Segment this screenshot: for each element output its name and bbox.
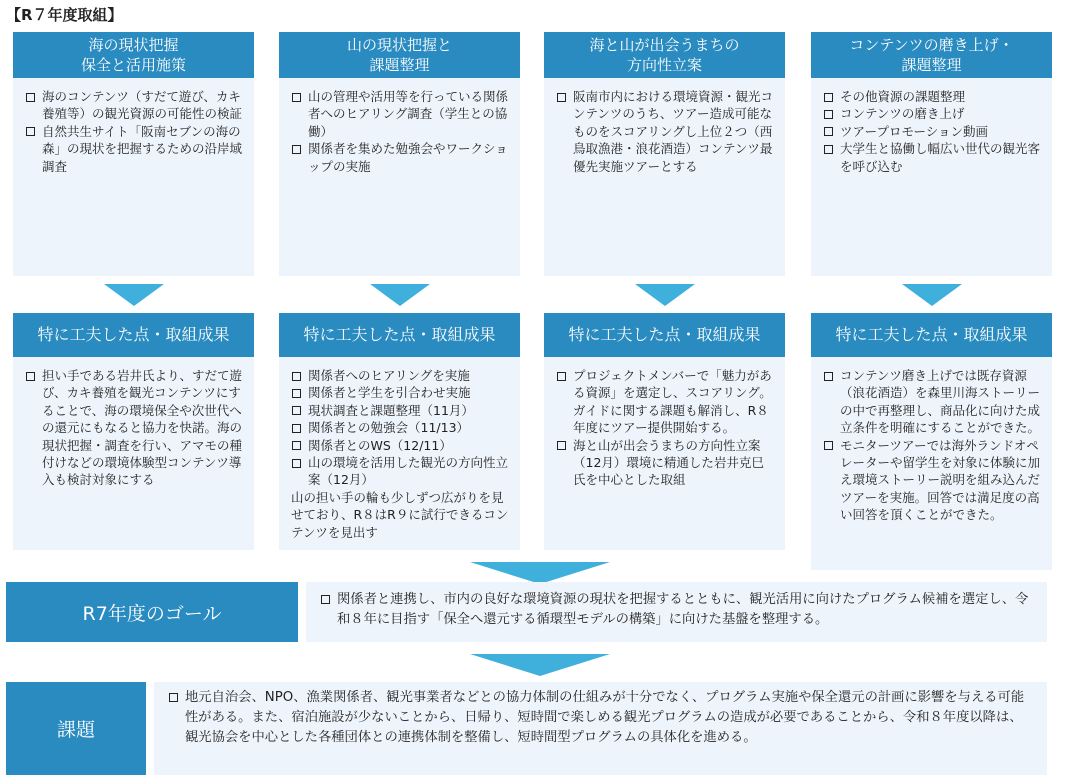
result-item bbox=[291, 367, 510, 384]
column-item bbox=[556, 88, 775, 175]
result-item-text: 担い手である岩井氏より、すだて遊び、カキ養殖を観光コンテンツにすることで、海の環境保全や次世代への還元にもなると協力を快諾。海の現状把握・調査を行い、アマモの種付けなどの環境体験型コンテンツ導入も検討対象にする bbox=[42, 368, 243, 488]
result-body bbox=[811, 357, 1052, 570]
column-item-text: 山の管理や活用等を行っている関係者へのヒアリング調査（学生との協働） bbox=[308, 89, 509, 139]
result-item bbox=[823, 367, 1042, 437]
bullet-box bbox=[321, 595, 330, 604]
arrow-down-icon bbox=[104, 284, 164, 306]
result-item bbox=[556, 437, 775, 489]
bullet-box bbox=[292, 441, 301, 450]
column-item-text: 阪南市内における環境資源・観光コンテンツのうち、ツアー造成可能なものをスコアリングし上位２つ（西鳥取漁港・浪花酒造）コンテンツ最優先実施ツアーとする bbox=[573, 89, 774, 174]
column-item bbox=[823, 88, 1042, 105]
result-item-text: コンテンツ磨き上げでは既存資源（浪花酒造）を森里川海ストーリーの中で再整理し、商品化に向けた成立条件を明確にすることができた。 bbox=[840, 368, 1041, 436]
result-body bbox=[544, 357, 785, 550]
result-item bbox=[556, 367, 775, 437]
result-item bbox=[291, 489, 510, 541]
column-item bbox=[823, 140, 1042, 175]
goal-body bbox=[306, 582, 1047, 642]
result-item-text: 関係者とのWS（12/11） bbox=[308, 437, 452, 453]
column-heading bbox=[811, 32, 1052, 78]
result-item bbox=[291, 384, 510, 401]
column-item bbox=[823, 105, 1042, 122]
result-item-text: 山の担い手の輪も少しずつ広がりを見せており、R８はR９に試行できるコンテンツを見出す bbox=[291, 489, 509, 540]
result-item-text: プロジェクトメンバーで「魅力がある資源」を選定し、スコアリング。ガイドに関する課題も解消し、R８年度にツアー提供開始する。 bbox=[573, 368, 772, 436]
column-body bbox=[811, 78, 1052, 276]
bullet-box bbox=[824, 145, 833, 154]
column-heading bbox=[13, 32, 254, 78]
bullet-box bbox=[292, 93, 301, 102]
result-item-text: 関係者へのヒアリングを実施 bbox=[308, 368, 470, 383]
bullet-box bbox=[824, 93, 833, 102]
column-heading-text: 海と山が出会うまちの 方向性立案 bbox=[589, 36, 740, 74]
column-heading-text: コンテンツの磨き上げ・ 課題整理 bbox=[849, 36, 1014, 74]
result-body bbox=[13, 357, 254, 550]
result-item-text: 山の環境を活用した観光の方向性立案（12月） bbox=[308, 455, 509, 488]
result-item bbox=[823, 437, 1042, 524]
result-heading bbox=[811, 313, 1052, 357]
column-item bbox=[291, 140, 510, 175]
column-item-text: 大学生と協働し幅広い世代の観光客を呼び込む bbox=[840, 141, 1041, 174]
column-item bbox=[291, 88, 510, 140]
bullet-box bbox=[292, 145, 301, 154]
bullet-box bbox=[292, 459, 301, 468]
column-heading-text: 海の現状把握 保全と活用施策 bbox=[80, 36, 186, 74]
column-item bbox=[25, 123, 244, 175]
result-body bbox=[279, 357, 520, 550]
goal-label: R7年度のゴール bbox=[6, 582, 298, 642]
bullet-box bbox=[557, 93, 566, 102]
column-item-text: 関係者を集めた勉強会やワークショップの実施 bbox=[308, 141, 508, 174]
result-item bbox=[291, 419, 510, 436]
bullet-box bbox=[26, 93, 35, 102]
result-heading-text: 特に工夫した点・取組成果 bbox=[568, 325, 761, 344]
column-item-text: その他資源の課題整理 bbox=[840, 89, 966, 104]
column-item-text: 自然共生サイト「阪南セブンの海の森」の現状を把握するための沿岸域調査 bbox=[42, 123, 243, 174]
bullet-box bbox=[292, 406, 301, 415]
column-heading-text: 山の現状把握と 課題整理 bbox=[346, 36, 452, 74]
result-item-text: 関係者と学生を引合わせ実施 bbox=[308, 385, 471, 401]
column-body bbox=[13, 78, 254, 276]
bullet-box bbox=[26, 372, 35, 381]
result-heading-text: 特に工夫した点・取組成果 bbox=[303, 325, 496, 344]
result-item-text: モニターツアーでは海外ランドオペレーターや留学生を対象に体験に加え環境ストーリー説明を組み込んだツアーを実施。回答では満足度の高い回答を頂くことができた。 bbox=[840, 437, 1041, 523]
result-item bbox=[291, 454, 510, 489]
column-body bbox=[279, 78, 520, 276]
column-heading bbox=[279, 32, 520, 78]
result-heading-text: 特に工夫した点・取組成果 bbox=[37, 325, 230, 344]
bullet-box bbox=[824, 372, 833, 381]
arrow-down-icon bbox=[370, 284, 430, 306]
arrow-to-issue bbox=[470, 654, 610, 676]
bullet-box bbox=[26, 127, 35, 136]
goal-text: 関係者と連携し、市内の良好な環境資源の現状を把握するとともに、観光活用に向けたプログラム候補を選定し、令和８年に目指す「保全へ還元する循環型モデルの構築」に向けた基盤を整理する。 bbox=[337, 592, 1029, 627]
arrow-down-icon bbox=[635, 284, 695, 306]
result-heading-text: 特に工夫した点・取組成果 bbox=[835, 325, 1028, 344]
column-item-text: コンテンツの磨き上げ bbox=[840, 106, 965, 122]
result-heading bbox=[13, 313, 254, 357]
issue-text: 地元自治会、NPO、漁業関係者、観光事業者などとの協力体制の仕組みが十分でなく、プログラム実施や保全還元の計画に影響を与える可能性がある。また、宿泊施設が少ないことから、日帰り、短時間で楽しめる観光プログラムの造成が必要であることから、令和８年度以降は、観光協会を中心とした各種団体との連携体制を整備し、短時間型プログラムの具体化を進める。 bbox=[185, 690, 1025, 745]
result-heading bbox=[544, 313, 785, 357]
issue-body bbox=[154, 682, 1047, 775]
bullet-box bbox=[292, 389, 301, 398]
bullet-box bbox=[557, 441, 566, 450]
column-item bbox=[823, 123, 1042, 140]
bullet-box bbox=[824, 441, 833, 450]
page-title: 【R７年度取組】 bbox=[6, 6, 123, 24]
bullet-box bbox=[169, 693, 178, 702]
result-item bbox=[25, 367, 244, 489]
result-item-text: 海と山が出会うまちの方向性立案（12月）環境に精通した岩井克巳氏を中心とした取組 bbox=[573, 437, 764, 488]
result-item-text: 現状調査と課題整理（11月） bbox=[308, 402, 474, 418]
arrow-down-icon bbox=[902, 284, 962, 306]
bullet-box bbox=[292, 372, 301, 381]
issue-label: 課題 bbox=[6, 682, 146, 775]
result-item bbox=[291, 437, 510, 454]
arrow-to-goal bbox=[470, 562, 610, 584]
result-item-text: 関係者との勉強会（11/13） bbox=[308, 420, 470, 436]
column-body bbox=[544, 78, 785, 276]
result-heading bbox=[279, 313, 520, 357]
column-item bbox=[25, 88, 244, 123]
bullet-box bbox=[557, 372, 566, 381]
column-item-text: 海のコンテンツ（すだて遊び、カキ養殖等）の観光資源の可能性の検証 bbox=[42, 89, 243, 122]
column-heading bbox=[544, 32, 785, 78]
bullet-box bbox=[824, 110, 833, 119]
column-item-text: ツアープロモーション動画 bbox=[840, 123, 989, 139]
bullet-box bbox=[292, 424, 301, 433]
result-item bbox=[291, 402, 510, 419]
bullet-box bbox=[824, 127, 833, 136]
